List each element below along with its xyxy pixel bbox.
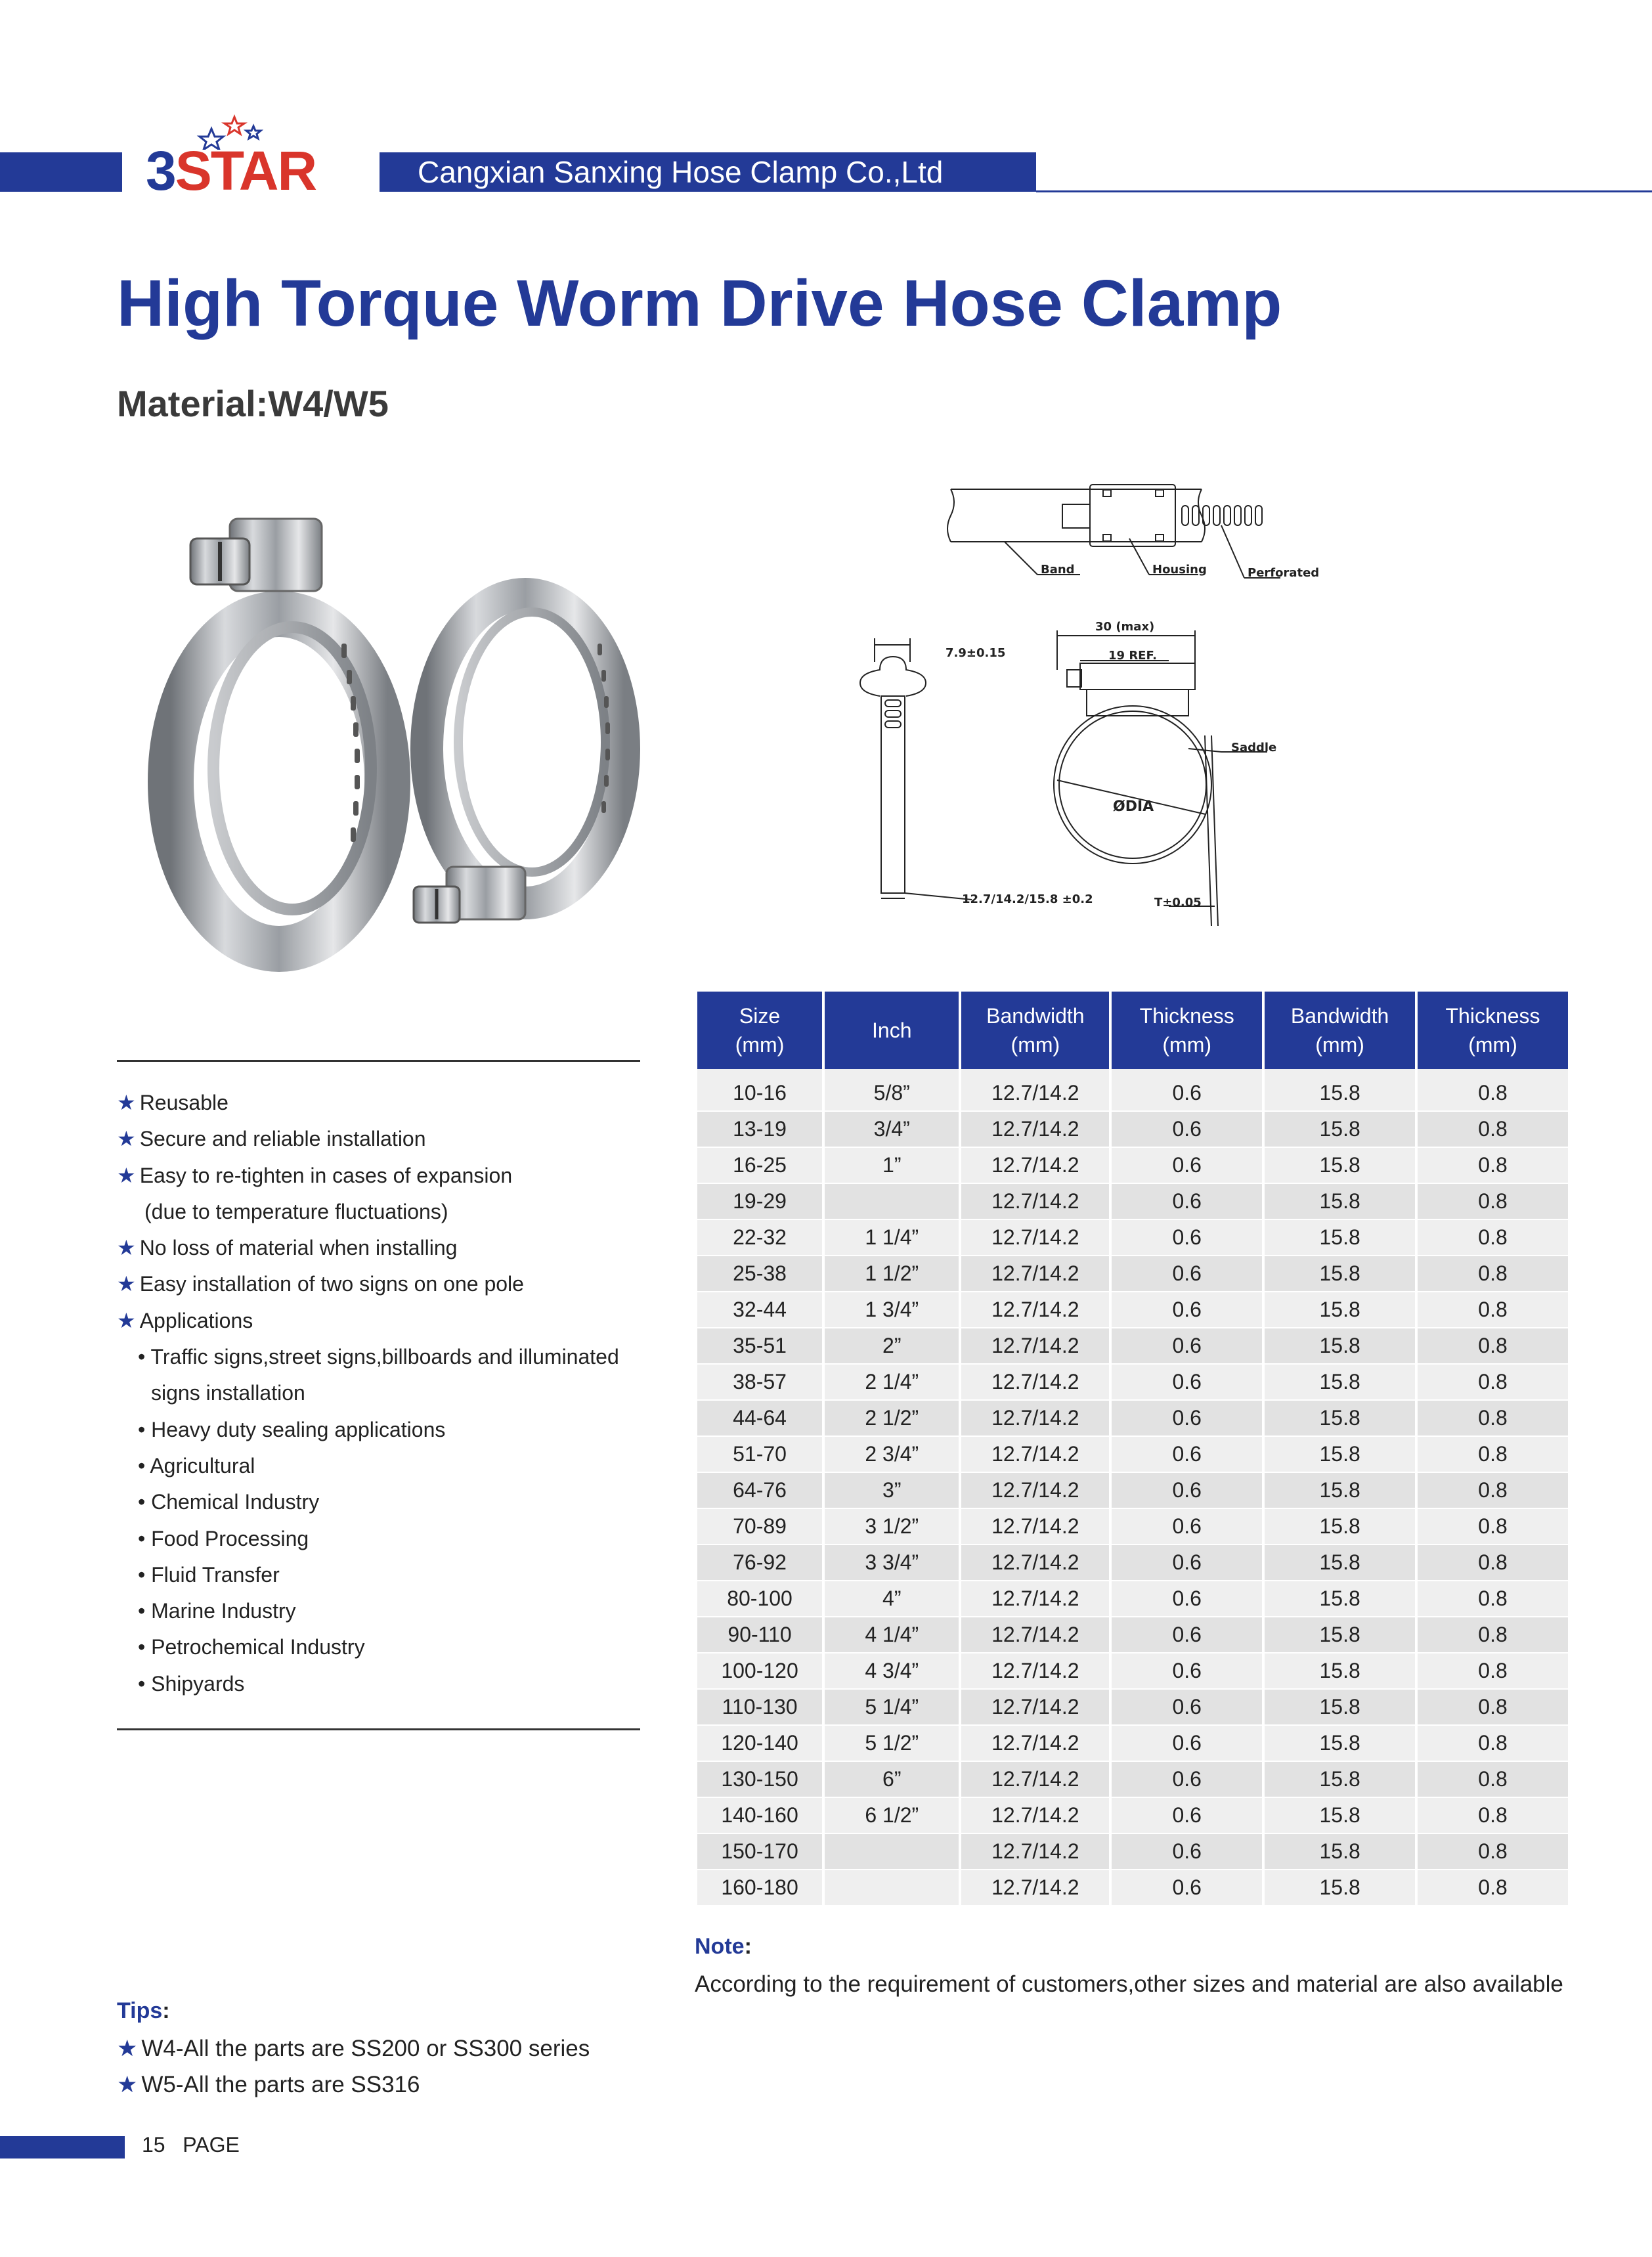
table-cell: 0.8 xyxy=(1418,1726,1568,1762)
table-cell: 70-89 xyxy=(697,1509,822,1545)
table-cell: 0.8 xyxy=(1418,1148,1568,1184)
table-cell: 2 1/2” xyxy=(825,1401,959,1437)
table-cell: 2” xyxy=(825,1328,959,1365)
table-cell: 0.8 xyxy=(1418,1617,1568,1654)
table-cell: 1” xyxy=(825,1148,959,1184)
table-cell: 0.8 xyxy=(1418,1798,1568,1834)
star-icon: ★ xyxy=(117,1163,136,1187)
table-cell: 12.7/14.2 xyxy=(961,1184,1109,1220)
table-cell: 15.8 xyxy=(1265,1834,1415,1870)
feature-text: Shipyards xyxy=(151,1671,245,1696)
table-cell: 3” xyxy=(825,1473,959,1509)
table-cell: 15.8 xyxy=(1265,1798,1415,1834)
feature-item xyxy=(117,1412,655,1448)
table-cell: 12.7/14.2 xyxy=(961,1112,1109,1148)
star-icon: ★ xyxy=(117,2036,138,2061)
table-cell: 15.8 xyxy=(1265,1617,1415,1654)
feature-item xyxy=(117,1593,655,1629)
bullet-icon: • xyxy=(138,1345,151,1369)
table-cell: 1 1/2” xyxy=(825,1256,959,1292)
table-cell: 80-100 xyxy=(697,1581,822,1617)
drawing-label-width-tol: 7.9±0.15 xyxy=(946,646,1006,660)
table-cell: 4” xyxy=(825,1581,959,1617)
logo-word: STAR xyxy=(175,140,316,202)
table-cell: 0.8 xyxy=(1418,1112,1568,1148)
bullet-icon: • xyxy=(138,1526,152,1550)
table-cell: 38-57 xyxy=(697,1365,822,1401)
table-row xyxy=(697,1654,1568,1690)
table-cell: 12.7/14.2 xyxy=(961,1545,1109,1581)
table-cell: 90-110 xyxy=(697,1617,822,1654)
table-row xyxy=(697,1834,1568,1870)
table-cell: 0.6 xyxy=(1112,1220,1262,1256)
table-cell: 15.8 xyxy=(1265,1545,1415,1581)
tips-heading: Tips: xyxy=(117,1998,170,2023)
feature-text: Easy installation of two signs on one pole xyxy=(139,1272,524,1296)
table-cell: 15.8 xyxy=(1265,1328,1415,1365)
table-cell: 6 1/2” xyxy=(825,1798,959,1834)
table-cell: 4 1/4” xyxy=(825,1617,959,1654)
table-cell: 12.7/14.2 xyxy=(961,1581,1109,1617)
table-cell: 16-25 xyxy=(697,1148,822,1184)
table-cell: 2 1/4” xyxy=(825,1365,959,1401)
table-cell: 0.8 xyxy=(1418,1581,1568,1617)
feature-text: Fluid Transfer xyxy=(151,1562,280,1587)
table-cell: 12.7/14.2 xyxy=(961,1762,1109,1798)
page-number: 15 xyxy=(142,2133,165,2157)
table-cell: 0.6 xyxy=(1112,1256,1262,1292)
table-cell: 15.8 xyxy=(1265,1726,1415,1762)
table-cell: 15.8 xyxy=(1265,1112,1415,1148)
table-cell: 0.6 xyxy=(1112,1292,1262,1328)
drawing-label-perforated: Perforated xyxy=(1248,566,1320,580)
table-row xyxy=(697,1870,1568,1906)
table-cell: 5 1/2” xyxy=(825,1726,959,1762)
column-header: Thickness (mm) xyxy=(1112,992,1262,1069)
table-cell xyxy=(825,1870,959,1906)
table-cell: 15.8 xyxy=(1265,1069,1415,1112)
technical-drawing xyxy=(854,473,1392,926)
table-row xyxy=(697,1545,1568,1581)
table-cell: 12.7/14.2 xyxy=(961,1437,1109,1473)
table-cell: 6” xyxy=(825,1762,959,1798)
table-cell: 0.6 xyxy=(1112,1798,1262,1834)
table-cell xyxy=(825,1184,959,1220)
column-header: Size (mm) xyxy=(697,992,822,1069)
star-icon: ★ xyxy=(117,1127,136,1151)
drawing-label-max-len: 30 (max) xyxy=(1095,620,1155,634)
table-cell: 0.8 xyxy=(1418,1762,1568,1798)
table-header-row xyxy=(697,992,1568,1069)
note-text: According to the requirement of customers,other sizes and material are also available xyxy=(695,1971,1563,1997)
footer-accent-bar xyxy=(0,2136,125,2158)
table-cell: 2 3/4” xyxy=(825,1437,959,1473)
bullet-icon: • xyxy=(138,1490,152,1514)
table-cell: 0.6 xyxy=(1112,1473,1262,1509)
table-cell: 0.6 xyxy=(1112,1654,1262,1690)
table-cell: 110-130 xyxy=(697,1690,822,1726)
table-row xyxy=(697,1069,1568,1112)
table-cell: 0.6 xyxy=(1112,1401,1262,1437)
bullet-icon: • xyxy=(138,1417,152,1441)
feature-item xyxy=(117,1339,655,1375)
table-cell: 15.8 xyxy=(1265,1220,1415,1256)
table-cell: 0.6 xyxy=(1112,1184,1262,1220)
table-cell: 12.7/14.2 xyxy=(961,1834,1109,1870)
product-photo xyxy=(105,473,670,998)
table-cell: 64-76 xyxy=(697,1473,822,1509)
star-icon: ★ xyxy=(117,1236,136,1260)
table-cell: 3 3/4” xyxy=(825,1545,959,1581)
feature-text: Traffic signs,street signs,billboards and illuminated xyxy=(150,1345,619,1369)
table-cell: 100-120 xyxy=(697,1654,822,1690)
page-word: PAGE xyxy=(183,2133,240,2157)
table-cell: 0.6 xyxy=(1112,1328,1262,1365)
table-cell: 1 3/4” xyxy=(825,1292,959,1328)
table-cell xyxy=(825,1834,959,1870)
header-accent-bar xyxy=(0,152,122,192)
table-cell: 12.7/14.2 xyxy=(961,1798,1109,1834)
star-icon: ★ xyxy=(117,1272,136,1296)
table-row xyxy=(697,1184,1568,1220)
feature-text: Marine Industry xyxy=(151,1599,296,1623)
bullet-icon: • xyxy=(138,1562,152,1587)
table-row xyxy=(697,1365,1568,1401)
table-cell: 12.7/14.2 xyxy=(961,1365,1109,1401)
feature-text: Heavy duty sealing applications xyxy=(151,1417,446,1441)
feature-text: Reusable xyxy=(139,1091,228,1114)
table-cell: 0.6 xyxy=(1112,1437,1262,1473)
table-cell: 120-140 xyxy=(697,1726,822,1762)
table-cell: 19-29 xyxy=(697,1184,822,1220)
feature-item xyxy=(117,1121,655,1157)
table-cell: 160-180 xyxy=(697,1870,822,1906)
table-cell: 3 1/2” xyxy=(825,1509,959,1545)
drawing-label-dia: ØDIA xyxy=(1113,799,1154,815)
table-row xyxy=(697,1112,1568,1148)
feature-item xyxy=(117,1557,655,1593)
table-cell: 0.6 xyxy=(1112,1365,1262,1401)
table-cell: 15.8 xyxy=(1265,1509,1415,1545)
table-row xyxy=(697,1762,1568,1798)
table-cell: 0.6 xyxy=(1112,1509,1262,1545)
table-cell: 0.8 xyxy=(1418,1690,1568,1726)
feature-item xyxy=(117,1158,655,1194)
page-footer xyxy=(142,2133,240,2157)
table-cell: 0.6 xyxy=(1112,1148,1262,1184)
drawing-label-band: Band xyxy=(1041,563,1075,577)
table-cell: 12.7/14.2 xyxy=(961,1401,1109,1437)
table-cell: 10-16 xyxy=(697,1069,822,1112)
table-cell: 15.8 xyxy=(1265,1870,1415,1906)
feature-text: signs installation xyxy=(151,1381,305,1405)
table-cell: 25-38 xyxy=(697,1256,822,1292)
star-icon: ★ xyxy=(117,1091,136,1114)
table-cell: 0.8 xyxy=(1418,1401,1568,1437)
tip-item: ★ W5-All the parts are SS316 xyxy=(117,2072,420,2097)
table-cell: 15.8 xyxy=(1265,1654,1415,1690)
table-row xyxy=(697,1292,1568,1328)
table-cell: 0.8 xyxy=(1418,1328,1568,1365)
table-cell: 35-51 xyxy=(697,1328,822,1365)
table-cell: 15.8 xyxy=(1265,1256,1415,1292)
table-row xyxy=(697,1148,1568,1184)
table-cell: 15.8 xyxy=(1265,1473,1415,1509)
table-cell: 13-19 xyxy=(697,1112,822,1148)
feature-item xyxy=(117,1629,655,1665)
bullet-icon: • xyxy=(138,1599,152,1623)
table-cell: 0.8 xyxy=(1418,1870,1568,1906)
column-header: Bandwidth (mm) xyxy=(1265,992,1415,1069)
table-cell: 12.7/14.2 xyxy=(961,1654,1109,1690)
table-body xyxy=(697,1069,1568,1906)
column-header: Bandwidth (mm) xyxy=(961,992,1109,1069)
feature-item xyxy=(117,1484,655,1520)
table-cell: 0.8 xyxy=(1418,1220,1568,1256)
drawing-label-ref: 19 REF. xyxy=(1108,649,1157,663)
feature-item xyxy=(117,1303,655,1339)
page-title: High Torque Worm Drive Hose Clamp xyxy=(117,267,1282,340)
table-cell: 3/4” xyxy=(825,1112,959,1148)
table-cell: 0.8 xyxy=(1418,1509,1568,1545)
drawing-label-bandwidth: 12.7/14.2/15.8 ±0.2 xyxy=(962,892,1093,906)
feature-item xyxy=(117,1666,655,1702)
spec-table xyxy=(695,992,1571,1906)
table-cell: 0.8 xyxy=(1418,1654,1568,1690)
table-row xyxy=(697,1509,1568,1545)
table-row xyxy=(697,1798,1568,1834)
table-cell: 12.7/14.2 xyxy=(961,1726,1109,1762)
material-subtitle: Material:W4/W5 xyxy=(117,383,389,424)
table-cell: 0.6 xyxy=(1112,1762,1262,1798)
table-cell: 32-44 xyxy=(697,1292,822,1328)
star-icon: ★ xyxy=(117,1308,136,1332)
table-row xyxy=(697,1690,1568,1726)
logo-digit: 3 xyxy=(146,140,175,202)
feature-text: Chemical Industry xyxy=(151,1490,320,1514)
bullet-icon: • xyxy=(138,1671,152,1696)
table-cell: 76-92 xyxy=(697,1545,822,1581)
table-cell: 12.7/14.2 xyxy=(961,1256,1109,1292)
table-row xyxy=(697,1256,1568,1292)
table-row xyxy=(697,1328,1568,1365)
table-cell: 0.8 xyxy=(1418,1069,1568,1112)
table-cell: 15.8 xyxy=(1265,1184,1415,1220)
table-cell: 0.8 xyxy=(1418,1473,1568,1509)
feature-text: No loss of material when installing xyxy=(139,1236,458,1260)
bullet-icon: • xyxy=(138,1453,150,1478)
table-cell: 0.6 xyxy=(1112,1870,1262,1906)
table-cell: 0.8 xyxy=(1418,1256,1568,1292)
table-cell: 12.7/14.2 xyxy=(961,1870,1109,1906)
table-cell: 0.8 xyxy=(1418,1834,1568,1870)
table-cell: 12.7/14.2 xyxy=(961,1690,1109,1726)
column-header: Inch xyxy=(825,992,959,1069)
drawing-label-saddle: Saddle xyxy=(1231,741,1277,755)
table-cell: 0.6 xyxy=(1112,1581,1262,1617)
table-row xyxy=(697,1617,1568,1654)
table-cell: 15.8 xyxy=(1265,1292,1415,1328)
table-cell: 12.7/14.2 xyxy=(961,1509,1109,1545)
table-cell: 4 3/4” xyxy=(825,1654,959,1690)
table-cell: 15.8 xyxy=(1265,1690,1415,1726)
table-cell: 150-170 xyxy=(697,1834,822,1870)
table-cell: 12.7/14.2 xyxy=(961,1328,1109,1365)
table-row xyxy=(697,1437,1568,1473)
table-cell: 1 1/4” xyxy=(825,1220,959,1256)
features-list xyxy=(117,1085,655,1702)
table-row xyxy=(697,1473,1568,1509)
table-cell: 140-160 xyxy=(697,1798,822,1834)
table-cell: 0.8 xyxy=(1418,1365,1568,1401)
bullet-icon: • xyxy=(138,1635,152,1659)
note-heading: Note: xyxy=(695,1934,752,1959)
company-logo xyxy=(146,110,356,202)
table-cell: 15.8 xyxy=(1265,1581,1415,1617)
table-row xyxy=(697,1401,1568,1437)
features-bottom-rule xyxy=(117,1728,640,1730)
table-cell: 130-150 xyxy=(697,1762,822,1798)
table-cell: 0.6 xyxy=(1112,1112,1262,1148)
feature-text: Secure and reliable installation xyxy=(139,1127,426,1151)
table-row xyxy=(697,1581,1568,1617)
table-cell: 0.6 xyxy=(1112,1690,1262,1726)
table-cell: 15.8 xyxy=(1265,1401,1415,1437)
table-cell: 51-70 xyxy=(697,1437,822,1473)
table-cell: 5/8” xyxy=(825,1069,959,1112)
feature-text: Agricultural xyxy=(150,1453,255,1478)
table-cell: 12.7/14.2 xyxy=(961,1292,1109,1328)
feature-item xyxy=(117,1266,655,1302)
table-cell: 12.7/14.2 xyxy=(961,1220,1109,1256)
star-icon: ★ xyxy=(117,2072,138,2097)
table-cell: 0.8 xyxy=(1418,1184,1568,1220)
table-cell: 15.8 xyxy=(1265,1148,1415,1184)
table-cell: 12.7/14.2 xyxy=(961,1617,1109,1654)
feature-item xyxy=(117,1521,655,1557)
drawing-label-housing: Housing xyxy=(1152,563,1207,577)
table-cell: 15.8 xyxy=(1265,1437,1415,1473)
table-cell: 15.8 xyxy=(1265,1762,1415,1798)
feature-item xyxy=(117,1230,655,1266)
feature-text: Petrochemical Industry xyxy=(151,1635,365,1659)
feature-item xyxy=(117,1085,655,1121)
table-cell: 15.8 xyxy=(1265,1365,1415,1401)
feature-text: Easy to re-tighten in cases of expansion xyxy=(139,1163,513,1187)
table-cell: 0.6 xyxy=(1112,1069,1262,1112)
table-cell: 0.8 xyxy=(1418,1545,1568,1581)
feature-text: (due to temperature fluctuations) xyxy=(144,1199,448,1223)
column-header: Thickness (mm) xyxy=(1418,992,1568,1069)
table-row xyxy=(697,1220,1568,1256)
company-name: Cangxian Sanxing Hose Clamp Co.,Ltd xyxy=(380,152,1036,192)
feature-item xyxy=(117,1375,655,1411)
feature-item xyxy=(117,1448,655,1484)
tip-item: ★ W4-All the parts are SS200 or SS300 series xyxy=(117,2036,590,2061)
table-cell: 0.6 xyxy=(1112,1726,1262,1762)
table-cell: 44-64 xyxy=(697,1401,822,1437)
table-cell: 0.8 xyxy=(1418,1292,1568,1328)
table-cell: 5 1/4” xyxy=(825,1690,959,1726)
feature-text: Food Processing xyxy=(151,1526,309,1550)
table-cell: 0.6 xyxy=(1112,1617,1262,1654)
feature-text: Applications xyxy=(139,1308,253,1332)
table-cell: 0.6 xyxy=(1112,1545,1262,1581)
table-cell: 0.8 xyxy=(1418,1437,1568,1473)
table-cell: 0.6 xyxy=(1112,1834,1262,1870)
table-row xyxy=(697,1726,1568,1762)
table-cell: 12.7/14.2 xyxy=(961,1473,1109,1509)
feature-item xyxy=(117,1194,655,1230)
table-cell: 12.7/14.2 xyxy=(961,1069,1109,1112)
header-rule xyxy=(1036,190,1652,192)
drawing-label-thickness: T±0.05 xyxy=(1154,896,1202,909)
table-cell: 22-32 xyxy=(697,1220,822,1256)
features-top-rule xyxy=(117,1060,640,1062)
table-cell: 12.7/14.2 xyxy=(961,1148,1109,1184)
